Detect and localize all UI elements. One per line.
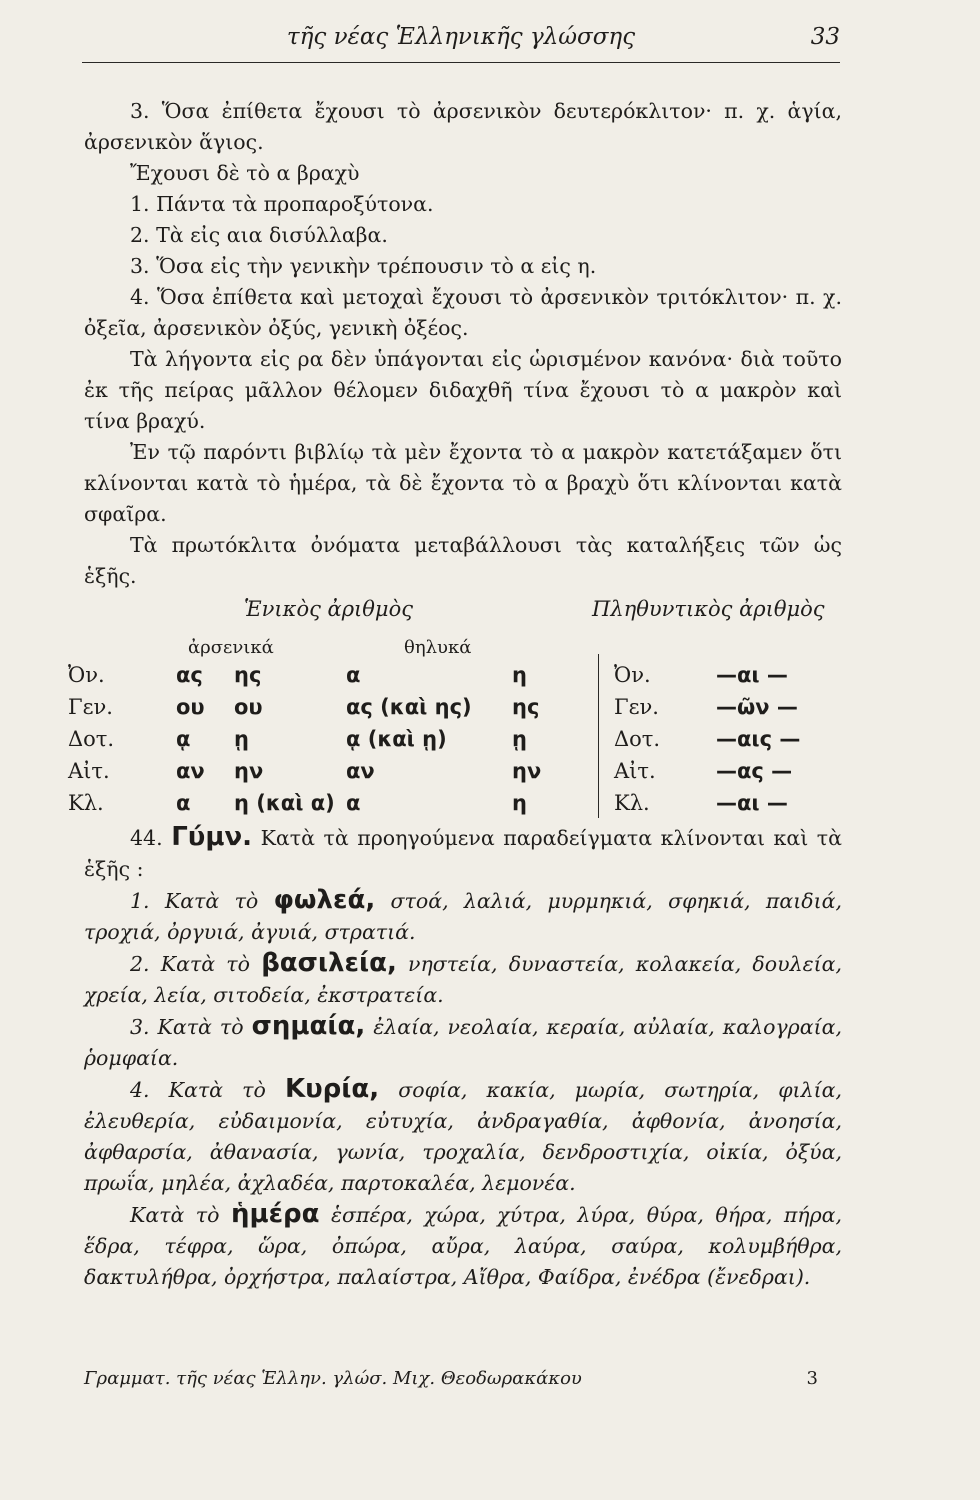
example-lead: 2. Κατὰ τὸ — [130, 952, 250, 976]
example-lead: 4. Κατὰ τὸ — [130, 1078, 266, 1102]
table-row — [68, 788, 844, 818]
plural-ending: —ῶν — — [716, 695, 798, 719]
rule-3-number: 3. — [130, 99, 150, 123]
masc-ending-2: η (καὶ α) — [234, 791, 335, 815]
page-body — [68, 96, 842, 1293]
masc-ending-1: α — [176, 791, 191, 815]
model-word: ἡμέρα — [230, 1199, 320, 1229]
model-word: σημαία, — [251, 1011, 366, 1041]
section-text: Κατὰ τὰ προηγούμενα παραδείγματα κλίνονται καὶ τὰ ἑξῆς : — [84, 826, 842, 881]
fem-ending-2: η — [512, 791, 527, 815]
case-label: Γεν. — [68, 695, 113, 719]
fem-ending-2: η — [512, 663, 527, 687]
example-words: στοά, λαλιά, μυρμηκιά, σφηκιά, παιδιά, τροχιά, ὀργυιά, ἀγυιά, στρατιά. — [84, 889, 842, 944]
list-item-3: 3. Ὅσα εἰς τὴν γενικὴν τρέπουσιν τὸ α εἰς η. — [130, 254, 597, 278]
exercise-44-heading — [84, 822, 842, 885]
masc-ending-2: ῃ — [234, 727, 249, 751]
fem-ending-2: ης — [512, 695, 540, 719]
example-1 — [84, 885, 842, 948]
first-declension-intro: Τὰ πρωτόκλιτα ὀνόματα μεταβάλλουσι τὰς καταλήξεις τῶν ὡς ἑξῆς. — [84, 533, 842, 588]
ra-ending-paragraph: Τὰ λήγοντα εἰς ρα δὲν ὑπάγονται εἰς ὡρισμένον κανόνα· διὰ τοῦτο ἐκ τῆς πείρας μᾶλλον θέλομεν διδαχθῆ τίνα ἔχουσι τὸ α μακρὸν καὶ τίνα βραχύ. — [84, 347, 842, 433]
case-label: Ὀν. — [68, 663, 105, 687]
table-row — [68, 724, 844, 754]
example-lead: 1. Κατὰ τὸ — [130, 889, 259, 913]
example-lead: Κατὰ τὸ — [130, 1203, 220, 1227]
rule-3-paragraph — [84, 96, 842, 158]
example-words: ἑσπέρα, χώρα, χύτρα, λύρα, θύρα, θήρα, πήρα, ἕδρα, τέφρα, ὥρα, ὀπώρα, αὔρα, λαύρα, σαύρα, κολυμβήθρα, δακτυλήθρα, ὀρχήστρα, παλαίστρα, Αἴθρα, Φαίδρα, ἐνέδρα (ἔνεδραι). — [84, 1203, 842, 1289]
fem-ending-1: ας (καὶ ης) — [346, 695, 472, 719]
footer-text: Γραμματ. τῆς νέας Ἑλλην. γλώσ. Μιχ. Θεοδωρακάκου — [84, 1368, 582, 1389]
example-3 — [84, 1011, 842, 1074]
example-words: σοφία, κακία, μωρία, σωτηρία, φιλία, ἐλευθερία, εὐδαιμονία, εὐτυχία, ἀνδραγαθία, ἀφθονία, ἀνοησία, ἀφθαρσία, ἀθανασία, γωνία, τροχαλία, δενδροστιχία, οἰκία, ὀξύα, πρωΐα, μηλέα, ἀχλαδέα, παρτοκαλέα, λεμονέα. — [84, 1078, 842, 1195]
plural-heading: Πληθυντικὸς ἀριθμὸς — [592, 597, 825, 621]
fem-ending-2: ην — [512, 759, 542, 783]
masc-ending-2: ης — [234, 663, 262, 687]
plural-case-label: Ὀν. — [614, 663, 651, 687]
case-label: Δοτ. — [68, 727, 115, 751]
masc-ending-1: αν — [176, 759, 205, 783]
fem-ending-2: ῃ — [512, 727, 527, 751]
page-number: 33 — [810, 24, 840, 50]
plural-case-label: Κλ. — [614, 791, 650, 815]
signature-mark: 3 — [806, 1368, 818, 1389]
masc-ending-1: ου — [176, 695, 205, 719]
singular-heading: Ἑνικὸς ἀριθμὸς — [244, 597, 413, 621]
table-row — [68, 660, 844, 690]
book-convention-paragraph: Ἐν τῷ παρόντι βιβλίῳ τὰ μὲν ἔχοντα τὸ α μακρὸν κατετάξαμεν ὅτι κλίνονται κατὰ τὸ ἡμέρα, τὰ δὲ ἔχοντα τὸ α βραχὺ ὅτι κλίνονται κατὰ σφαῖρα. — [84, 440, 842, 526]
plural-case-label: Δοτ. — [614, 727, 661, 751]
plural-ending: —αι — — [716, 791, 788, 815]
plural-ending: —αις — — [716, 727, 801, 751]
fem-ending-1: ᾳ (καὶ ῃ) — [346, 727, 447, 751]
masc-ending-2: ου — [234, 695, 263, 719]
masc-ending-1: ᾳ — [176, 727, 191, 751]
declension-table — [68, 594, 842, 822]
plural-ending: —αι — — [716, 663, 788, 687]
masc-ending-1: ας — [176, 663, 203, 687]
plural-case-label: Γεν. — [614, 695, 659, 719]
case-label: Κλ. — [68, 791, 104, 815]
page-header — [82, 10, 840, 63]
example-2 — [84, 948, 842, 1011]
short-alpha-intro: Ἔχουσι δὲ τὸ α βραχὺ — [130, 161, 360, 185]
rule-3-text: Ὅσα ἐπίθετα ἔχουσι τὸ ἀρσενικὸν δευτερόκλιτον· π. χ. ἁγία, ἀρσενικὸν ἅγιος. — [84, 99, 842, 154]
case-label: Αἰτ. — [68, 759, 110, 783]
example-lead: 3. Κατὰ τὸ — [130, 1015, 244, 1039]
masc-ending-2: ην — [234, 759, 264, 783]
model-word: φωλεά, — [273, 885, 376, 915]
table-row — [68, 756, 844, 786]
model-word: βασιλεία, — [261, 948, 397, 978]
list-item-4: 4. Ὅσα ἐπίθετα καὶ μετοχαὶ ἔχουσι τὸ ἀρσενικὸν τριτόκλιτον· π. χ. ὀξεῖα, ἀρσενικὸν ὀξύς, γενικὴ ὀξέος. — [84, 285, 842, 340]
example-5 — [84, 1199, 842, 1293]
section-title: Γύμν. — [171, 822, 253, 852]
running-title: τῆς νέας Ἑλληνικῆς γλώσσης — [286, 24, 636, 50]
section-number: 44. — [130, 826, 163, 850]
model-word: Κυρία, — [284, 1074, 380, 1104]
table-row — [68, 692, 844, 722]
fem-ending-1: α — [346, 663, 361, 687]
fem-ending-1: αν — [346, 759, 375, 783]
list-item-1: 1. Πάντα τὰ προπαροξύτονα. — [130, 192, 434, 216]
masculine-heading: ἀρσενικά — [188, 637, 274, 658]
example-4 — [84, 1074, 842, 1199]
page-footer — [84, 1368, 818, 1389]
feminine-heading: θηλυκά — [404, 637, 472, 658]
plural-ending: —ας — — [716, 759, 793, 783]
list-item-2: 2. Τὰ εἰς αια δισύλλαβα. — [130, 223, 388, 247]
fem-ending-1: α — [346, 791, 361, 815]
example-words: νηστεία, δυναστεία, κολακεία, δουλεία, χρεία, λεία, σιτοδεία, ἐκστρατεία. — [84, 952, 842, 1007]
example-words: ἐλαία, νεολαία, κεραία, αὐλαία, καλογραία, ῥομφαία. — [84, 1015, 842, 1070]
plural-case-label: Αἰτ. — [614, 759, 656, 783]
